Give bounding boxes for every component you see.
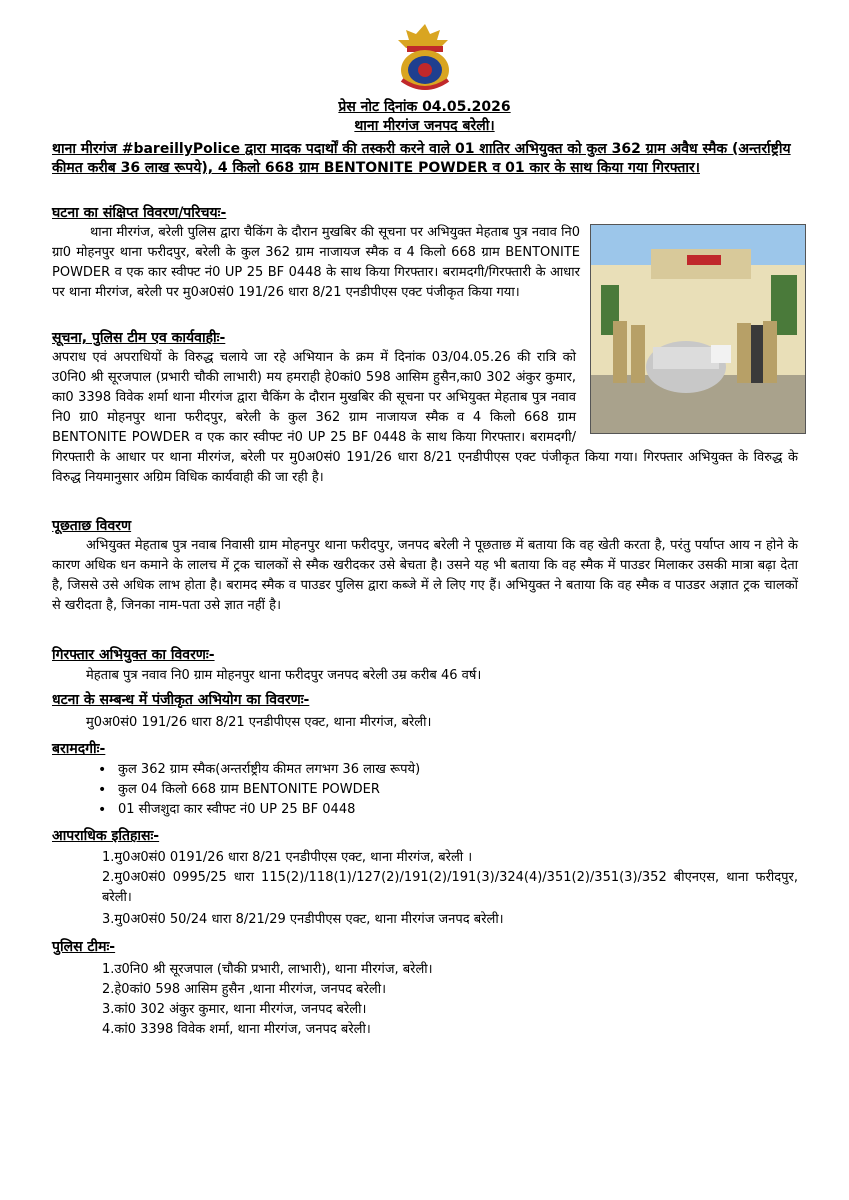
team-member: 4.कां0 3398 विवेक शर्मा, थाना मीरगंज, जनपद बरेली। xyxy=(102,1022,371,1037)
recovery-list xyxy=(92,760,420,820)
section-heading-accused: गिरफ्तार अभियुक्त का विवरणः- xyxy=(52,647,215,663)
team-member: 1.उ0नि0 श्री सूरजपाल (चौकी प्रभारी, लाभारी), थाना मीरगंज, बरेली। xyxy=(102,962,433,977)
section-heading-recovery: बरामदगीः- xyxy=(52,741,106,757)
section-heading-action: सूचना, पुलिस टीम एव कार्यवाहीः- xyxy=(52,330,226,346)
history-item: 2.मु0अ0सं0 0995/25 धारा 115(2)/118(1)/127(2)/191(2)/191(3)/324(4)/351(2)/351(3)/352 बीएनएस, थाना फरीदपुर, बरेली। xyxy=(102,870,798,905)
section-heading-team: पुलिस टीमः- xyxy=(52,939,116,955)
action-text: अपराध एवं अपराधियों के विरुद्ध चलाये जा रहे अभियान के क्रम में दिनांक 03/04.05.26 की रात्रि को उ0नि0 श्री सूरजपाल (प्रभारी चौकी लाभारी) मय हमराही हे0कां0 598 आसिम हुसैन,का0 302 अंकुर कुमार, का0 3398 विवेक शर्मा थाना मीरगंज द्वारा चैकिंग के दौरान मुखबिर की सूचना पर अभियुक्त मेहताब पुत्र नवाव नि0 ग्रा0 मोहनपुर थाना फरीदपुर, बरेली के कुल 362 ग्राम नाजायज स्मैक व 4 किलो 668 ग्राम BENTONITE POWDER व एक कार स्वीफ्ट नं0 UP 25 BF 0448 के साथ किया गिरफ्तार। बरामदगी/गिरफ्तारी के आधार पर थाना मीरगंज, बरेली पर मु0अ0सं0 191/26 धारा 8/21 एनडीपीएस एक्ट पंजीकृत किया गया। गिरफ्तार अभियुक्त के विरुद्ध के विरुद्ध नियमानुसार अग्रिम विधिक कार्यवाही की जा रही है। xyxy=(52,350,798,485)
station-line: थाना मीरगंज जनपद बरेली। xyxy=(354,118,495,134)
press-note-date: प्रेस नोट दिनांक 04.05.2026 xyxy=(338,99,511,115)
arrest-photo xyxy=(590,224,806,434)
headline: थाना मीरगंज #bareillyPolice द्वारा मादक पदार्थों की तस्करी करने वाले 01 शातिर अभियुक्त को कुल 362 ग्राम अवैध स्मैक (अन्तर्राष्ट्रीय कीमत करीब 36 लाख रूपये), 4 किलो 668 ग्राम BENTONITE POWDER व 01 कार के साथ किया गया गिरफ्तार। xyxy=(52,141,791,176)
section-heading-brief: घटना का संक्षिप्त विवरण/परिचयः- xyxy=(52,205,227,221)
up-police-emblem-icon xyxy=(392,22,458,94)
history-item: 1.मु0अ0सं0 0191/26 धारा 8/21 एनडीपीएस एक्ट, थाना मीरगंज, बरेली । xyxy=(102,850,473,865)
case-details: मु0अ0सं0 191/26 धारा 8/21 एनडीपीएस एक्ट, थाना मीरगंज, बरेली। xyxy=(86,715,432,730)
team-member: 2.हे0कां0 598 आसिम हुसैन ,थाना मीरगंज, जनपद बरेली। xyxy=(102,982,386,997)
list-item: • 01 सीजशुदा कार स्वीफ्ट नं0 UP 25 BF 0448 xyxy=(92,800,420,820)
team-member: 3.कां0 302 अंकुर कुमार, थाना मीरगंज, जनपद बरेली। xyxy=(102,1002,367,1017)
accused-details: मेहताब पुत्र नवाव नि0 ग्राम मोहनपुर थाना फरीदपुर जनपद बरेली उम्र करीब 46 वर्ष। xyxy=(86,668,482,683)
section-heading-case: धटना के सम्बन्ध में पंजीकृत अभियोग का विवरणः- xyxy=(52,692,310,708)
section-heading-history: आपराधिक इतिहासः- xyxy=(52,828,160,844)
interrogation-paragraph: अभियुक्त मेहताब पुत्र नवाब निवासी ग्राम मोहनपुर थाना फरीदपुर, जनपद बरेली ने पूछताछ में बताया कि वह खेती करता है, परंतु पर्याप्त आय न होने के कारण अधिक धन कमाने के लालच में ट्रक चालकों से स्मैक खरीदकर उसे बेचता है। उसने यह भी बताया कि वह स्मैक में पाउडर मिलाकर उसकी मात्रा बढ़ा देता है, जिससे उसे अधिक लाभ होता है। बरामद स्मैक व पाउडर पुलिस द्वारा कब्जे में ले लिए गए हैं। अभियुक्त ने बताया कि वह स्मैक व पाउडर अज्ञात ट्रक चालकों से खरीदता है, जिनका नाम-पता उसे ज्ञात नहीं है। xyxy=(52,538,798,613)
list-item: • कुल 362 ग्राम स्मैक(अन्तर्राष्ट्रीय कीमत लगभग 36 लाख रूपये) xyxy=(92,760,420,780)
history-item: 3.मु0अ0सं0 50/24 धारा 8/21/29 एनडीपीएस एक्ट, थाना मीरगंज जनपद बरेली। xyxy=(102,912,504,927)
brief-paragraph: थाना मीरगंज, बरेली पुलिस द्वारा चैकिंग के दौरान मुखबिर की सूचना पर अभियुक्त मेहताब पुत्र नवाव नि0 ग्रा0 मोहनपुर थाना फरीदपुर, बरेली के कुल 362 ग्राम नाजायज स्मैक व 4 किलो 668 ग्राम BENTONITE POWDER व एक कार स्वीफ्ट नं0 UP 25 BF 0448 के साथ किया गिरफ्तार। बरामदगी/गिरफ्तारी के आधार पर थाना मीरगंज, बरेली पर मु0अ0सं0 191/26 धारा 8/21 एनडीपीएस एक्ट पंजीकृत किया गया। xyxy=(52,225,580,300)
list-item: • कुल 04 किलो 668 ग्राम BENTONITE POWDER xyxy=(92,780,420,800)
section-heading-interrogation: पूछताछ विवरण xyxy=(52,518,132,534)
